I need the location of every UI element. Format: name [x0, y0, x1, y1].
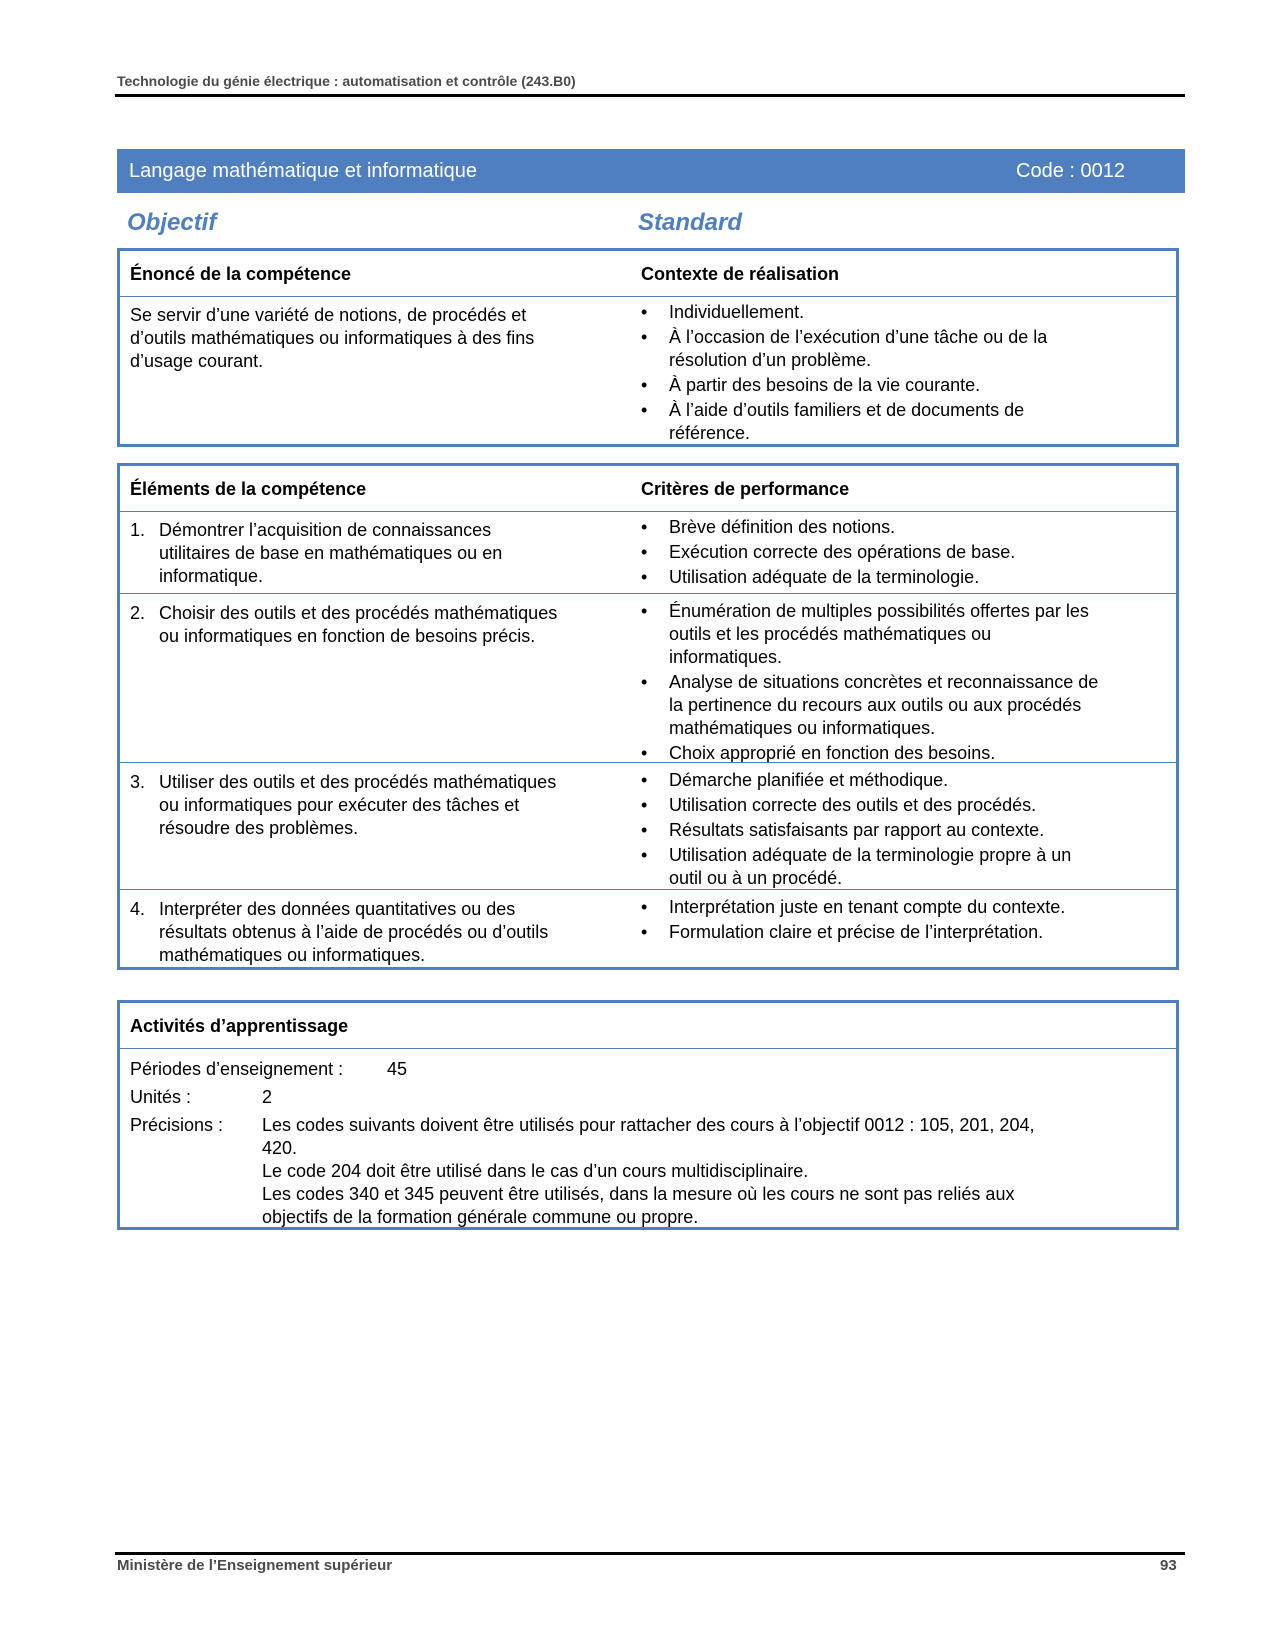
element-line: informatique. — [159, 566, 264, 586]
element-row — [120, 889, 1176, 968]
list-item-text: Utilisation adéquate de la terminologie. — [669, 567, 980, 587]
element-line: Choisir des outils et des procédés mathématiques — [159, 603, 558, 623]
criteres-heading: Critères de performance — [641, 479, 850, 499]
element-line: ou informatiques pour exécuter des tâches et — [159, 795, 520, 815]
bullet-icon: • — [641, 845, 648, 865]
list-item-text: mathématiques ou informatiques. — [669, 718, 936, 738]
list-item-text: À partir des besoins de la vie courante. — [669, 375, 981, 395]
bullet-icon: • — [641, 517, 648, 537]
list-item — [641, 844, 1166, 890]
elements-section — [117, 463, 1179, 970]
competence-row — [120, 304, 1176, 444]
element-number: 2. — [130, 603, 146, 623]
precisions-line: 420. — [262, 1138, 298, 1158]
enonce-line: d’usage courant. — [130, 351, 264, 371]
element-number: 1. — [130, 520, 146, 540]
list-item-text: référence. — [669, 423, 751, 443]
element-text — [130, 898, 615, 967]
element-line: utilitaires de base en mathématiques ou en — [159, 543, 503, 563]
enonce-line: Se servir d’une variété de notions, de procédés et — [130, 305, 527, 325]
bullet-icon: • — [641, 601, 648, 621]
list-item — [641, 921, 1166, 944]
bullet-icon: • — [641, 897, 648, 917]
activites-section-header — [120, 1003, 1176, 1049]
bullet-icon: • — [641, 820, 648, 840]
list-item — [641, 896, 1166, 919]
element-text — [130, 602, 615, 648]
bullet-icon: • — [641, 542, 648, 562]
list-item-text: Exécution correcte des opérations de base. — [669, 542, 1016, 562]
bullet-icon: • — [641, 375, 648, 395]
bullet-icon: • — [641, 795, 648, 815]
precisions-line: Les codes suivants doivent être utilisés pour rattacher des cours à l’objectif 0012 : 105, 201, 204, — [262, 1115, 1035, 1135]
page-number: 93 — [1160, 1557, 1177, 1574]
list-item-text: Démarche planifiée et méthodique. — [669, 770, 949, 790]
competence-section — [117, 248, 1179, 447]
list-item — [641, 326, 1166, 372]
unites-label: Unités : — [130, 1087, 192, 1107]
bullet-icon: • — [641, 327, 648, 347]
element-line: Utiliser des outils et des procédés mathématiques — [159, 772, 557, 792]
list-item-text: Utilisation adéquate de la terminologie propre à un — [669, 845, 1072, 865]
element-row — [120, 519, 1176, 601]
list-item — [641, 301, 1166, 324]
list-item-text: informatiques. — [669, 647, 783, 667]
activites-heading: Activités d’apprentissage — [130, 1016, 349, 1036]
competence-section-header — [120, 251, 1176, 297]
list-item — [641, 566, 1166, 589]
elements-section-header — [120, 466, 1176, 512]
objectif-heading: Objectif — [127, 209, 217, 236]
list-item-text: Résultats satisfaisants par rapport au contexte. — [669, 820, 1045, 840]
objective-code: Code : 0012 — [1016, 160, 1125, 182]
bullet-icon: • — [641, 302, 648, 322]
objective-standard-row — [117, 205, 1185, 241]
list-item-text: la pertinence du recours aux outils ou aux procédés — [669, 695, 1082, 715]
standard-heading: Standard — [638, 209, 743, 236]
objective-title: Langage mathématique et informatique — [129, 160, 478, 182]
element-line: Démontrer l’acquisition de connaissances — [159, 520, 492, 540]
list-item — [641, 794, 1166, 817]
list-item-text: Analyse de situations concrètes et reconnaissance de — [669, 672, 1099, 692]
contexte-heading: Contexte de réalisation — [641, 264, 840, 284]
element-line: ou informatiques en fonction de besoins précis. — [159, 626, 536, 646]
element-line: résoudre des problèmes. — [159, 818, 359, 838]
element-line: résultats obtenus à l’aide de procédés ou d’outils — [159, 922, 549, 942]
periodes-value: 45 — [387, 1059, 408, 1079]
list-item-text: outils et les procédés mathématiques ou — [669, 624, 992, 644]
criteres-list — [641, 896, 1166, 944]
enonce-text — [130, 304, 615, 373]
element-number: 3. — [130, 772, 146, 792]
running-header: Technologie du génie électrique : automatisation et contrôle (243.B0) — [117, 73, 576, 89]
bullet-icon: • — [641, 672, 648, 692]
bullet-icon: • — [641, 400, 648, 420]
list-item — [641, 374, 1166, 397]
precisions-line: Le code 204 doit être utilisé dans le cas d’un cours multidisciplinaire. — [262, 1161, 809, 1181]
list-item-text: outil ou à un procédé. — [669, 868, 843, 888]
criteres-list — [641, 769, 1166, 890]
list-item-text: À l’aide d’outils familiers et de documents de — [669, 400, 1025, 420]
list-item-text: résolution d’un problème. — [669, 350, 872, 370]
element-row — [120, 593, 1176, 763]
element-number: 4. — [130, 899, 146, 919]
precisions-line: objectifs de la formation générale commune ou propre. — [262, 1207, 699, 1227]
element-text — [130, 771, 615, 840]
list-item — [641, 516, 1166, 539]
unites-value: 2 — [262, 1087, 273, 1107]
list-item-text: À l’occasion de l’exécution d’une tâche ou de la — [669, 327, 1048, 347]
list-item-text: Brève définition des notions. — [669, 517, 896, 537]
element-text — [130, 519, 615, 588]
list-item — [641, 600, 1166, 669]
criteres-list — [641, 600, 1166, 765]
list-item-text: Utilisation correcte des outils et des procédés. — [669, 795, 1037, 815]
bullet-icon: • — [641, 922, 648, 942]
enonce-heading: Énoncé de la compétence — [130, 264, 352, 284]
list-item-text: Choix approprié en fonction des besoins. — [669, 743, 996, 763]
elements-heading: Éléments de la compétence — [130, 479, 367, 499]
element-line: mathématiques ou informatiques. — [159, 945, 426, 965]
element-line: Interpréter des données quantitatives ou des — [159, 899, 516, 919]
precisions-line: Les codes 340 et 345 peuvent être utilisés, dans la mesure où les cours ne sont pas reliés aux — [262, 1184, 1015, 1204]
list-item-text: Formulation claire et précise de l’interprétation. — [669, 922, 1044, 942]
bullet-icon: • — [641, 770, 648, 790]
activites-section — [117, 1000, 1179, 1230]
list-item — [641, 541, 1166, 564]
criteres-list — [641, 516, 1166, 589]
footer-ministry: Ministère de l’Enseignement supérieur — [117, 1557, 393, 1574]
bullet-icon: • — [641, 567, 648, 587]
list-item-text: Individuellement. — [669, 302, 805, 322]
header-rule — [115, 94, 1185, 97]
list-item — [641, 819, 1166, 842]
list-item — [641, 399, 1166, 445]
title-bar — [117, 149, 1185, 193]
enonce-line: d’outils mathématiques ou informatiques à des fins — [130, 328, 535, 348]
list-item-text: Énumération de multiples possibilités offertes par les — [669, 601, 1089, 621]
list-item — [641, 769, 1166, 792]
element-row — [120, 762, 1176, 890]
contexte-list — [641, 301, 1166, 445]
precisions-label: Précisions : — [130, 1115, 224, 1135]
list-item — [641, 671, 1166, 740]
list-item-text: Interprétation juste en tenant compte du contexte. — [669, 897, 1066, 917]
precisions-text — [262, 1114, 1170, 1229]
bullet-icon: • — [641, 743, 648, 763]
footer-rule — [115, 1552, 1185, 1555]
periodes-label: Périodes d’enseignement : — [130, 1059, 344, 1079]
